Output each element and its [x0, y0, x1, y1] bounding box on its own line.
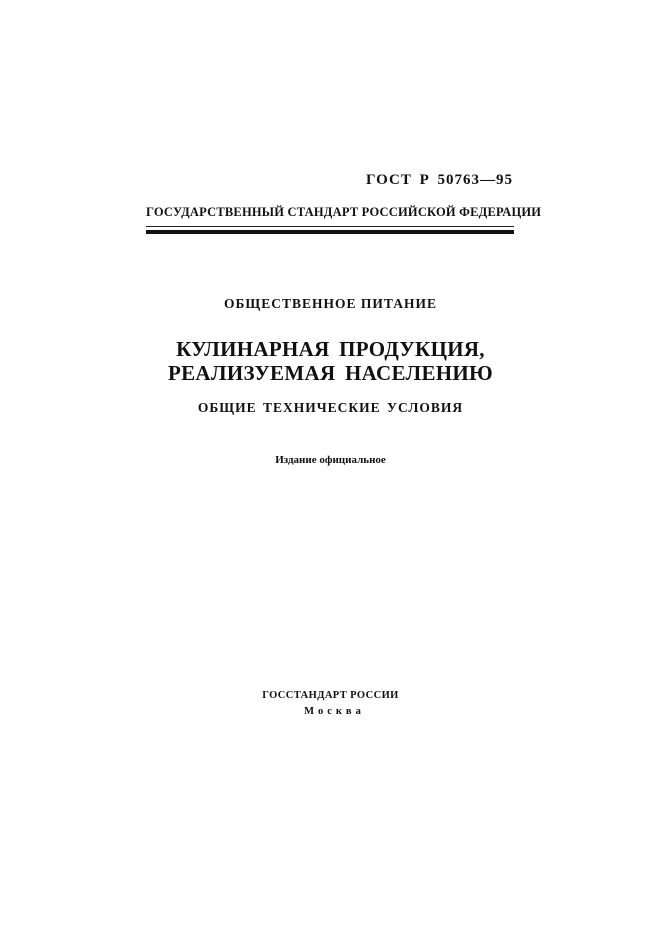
publisher-city: Москва: [304, 706, 365, 717]
header-rule-thick: [146, 230, 514, 234]
title-line-1: КУЛИНАРНАЯ ПРОДУКЦИЯ,: [176, 337, 485, 361]
document-title: [0, 337, 661, 385]
gost-number: ГОСТ Р 50763—95: [365, 172, 513, 188]
header-rule-thin: [146, 226, 514, 227]
document-category: ОБЩЕСТВЕННОЕ ПИТАНИЕ: [224, 296, 437, 311]
title-line-2: РЕАЛИЗУЕМАЯ НАСЕЛЕНИЮ: [168, 361, 493, 385]
state-standard-heading: ГОСУДАРСТВЕННЫЙ СТАНДАРТ РОССИЙСКОЙ ФЕДЕРАЦИИ: [146, 205, 542, 219]
edition-note: Издание официальное: [275, 454, 386, 466]
publisher-name: ГОССТАНДАРТ РОССИИ: [262, 690, 399, 701]
document-subtitle: ОБЩИЕ ТЕХНИЧЕСКИЕ УСЛОВИЯ: [197, 400, 464, 415]
